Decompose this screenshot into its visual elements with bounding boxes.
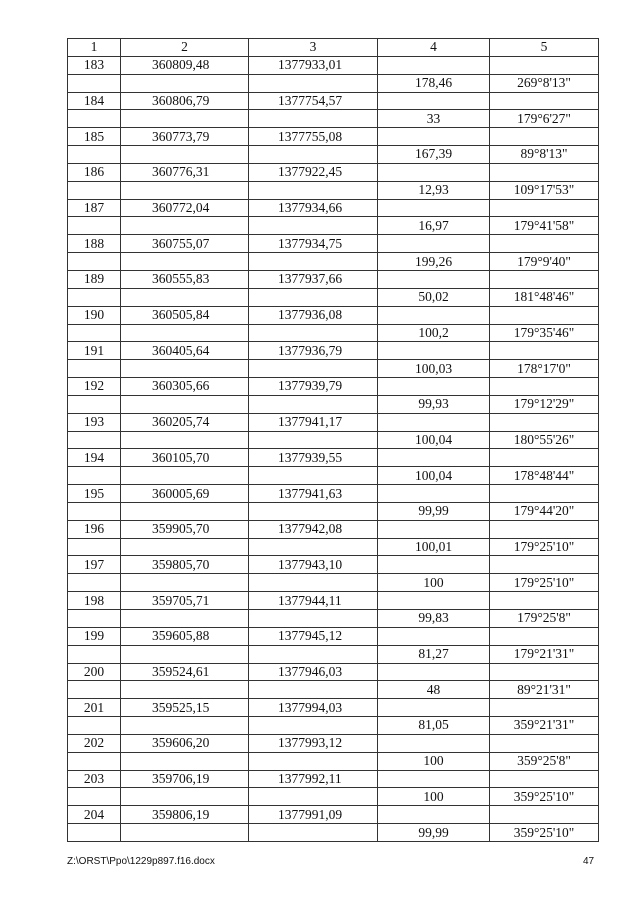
y-coordinate-cell: 1377922,45	[249, 163, 378, 181]
empty-cell	[378, 306, 490, 324]
point-number-cell: 197	[68, 556, 121, 574]
distance-cell: 100,01	[378, 538, 490, 556]
y-coordinate-cell: 1377994,03	[249, 699, 378, 717]
x-coordinate-cell: 360806,79	[121, 92, 249, 110]
empty-cell	[68, 645, 121, 663]
column-header: 5	[490, 39, 599, 57]
empty-cell	[121, 645, 249, 663]
empty-cell	[249, 681, 378, 699]
empty-cell	[378, 56, 490, 74]
empty-cell	[68, 288, 121, 306]
x-coordinate-cell: 359525,15	[121, 699, 249, 717]
angle-cell: 179°25'10"	[490, 574, 599, 592]
y-coordinate-cell: 1377991,09	[249, 806, 378, 824]
empty-cell	[249, 824, 378, 842]
point-number-cell: 204	[68, 806, 121, 824]
distance-cell: 100	[378, 574, 490, 592]
column-header: 1	[68, 39, 121, 57]
empty-cell	[249, 788, 378, 806]
point-number-cell: 190	[68, 306, 121, 324]
empty-cell	[378, 378, 490, 396]
empty-cell	[68, 360, 121, 378]
empty-cell	[121, 681, 249, 699]
x-coordinate-cell: 360773,79	[121, 128, 249, 146]
segment-row	[68, 395, 599, 413]
y-coordinate-cell: 1377944,11	[249, 592, 378, 610]
segment-row	[68, 110, 599, 128]
empty-cell	[249, 645, 378, 663]
empty-cell	[121, 360, 249, 378]
empty-cell	[68, 324, 121, 342]
point-number-cell: 195	[68, 485, 121, 503]
empty-cell	[249, 395, 378, 413]
segment-row	[68, 467, 599, 485]
empty-cell	[490, 199, 599, 217]
point-row	[68, 520, 599, 538]
distance-cell: 100,04	[378, 431, 490, 449]
point-row	[68, 734, 599, 752]
distance-cell: 99,83	[378, 610, 490, 628]
empty-cell	[490, 556, 599, 574]
segment-row	[68, 146, 599, 164]
y-coordinate-cell: 1377945,12	[249, 627, 378, 645]
empty-cell	[249, 610, 378, 628]
empty-cell	[490, 520, 599, 538]
empty-cell	[249, 752, 378, 770]
column-header: 4	[378, 39, 490, 57]
y-coordinate-cell: 1377992,11	[249, 770, 378, 788]
angle-cell: 89°21'31"	[490, 681, 599, 699]
empty-cell	[68, 467, 121, 485]
angle-cell: 179°6'27"	[490, 110, 599, 128]
point-row	[68, 663, 599, 681]
empty-cell	[121, 788, 249, 806]
distance-cell: 33	[378, 110, 490, 128]
segment-row	[68, 538, 599, 556]
distance-cell: 48	[378, 681, 490, 699]
x-coordinate-cell: 360776,31	[121, 163, 249, 181]
angle-cell: 180°55'26"	[490, 431, 599, 449]
x-coordinate-cell: 359524,61	[121, 663, 249, 681]
empty-cell	[249, 538, 378, 556]
empty-cell	[121, 610, 249, 628]
empty-cell	[68, 431, 121, 449]
point-row	[68, 485, 599, 503]
point-number-cell: 194	[68, 449, 121, 467]
distance-cell: 100	[378, 788, 490, 806]
angle-cell: 109°17'53"	[490, 181, 599, 199]
x-coordinate-cell: 360005,69	[121, 485, 249, 503]
empty-cell	[121, 110, 249, 128]
empty-cell	[121, 752, 249, 770]
column-header: 2	[121, 39, 249, 57]
point-number-cell: 199	[68, 627, 121, 645]
y-coordinate-cell: 1377936,79	[249, 342, 378, 360]
point-row	[68, 163, 599, 181]
empty-cell	[68, 110, 121, 128]
empty-cell	[68, 538, 121, 556]
empty-cell	[378, 449, 490, 467]
empty-cell	[121, 717, 249, 735]
empty-cell	[249, 360, 378, 378]
angle-cell: 179°21'31"	[490, 645, 599, 663]
empty-cell	[68, 146, 121, 164]
empty-cell	[68, 217, 121, 235]
distance-cell: 100,04	[378, 467, 490, 485]
segment-row	[68, 788, 599, 806]
point-number-cell: 189	[68, 270, 121, 288]
distance-cell: 99,99	[378, 502, 490, 520]
point-number-cell: 184	[68, 92, 121, 110]
point-row	[68, 592, 599, 610]
empty-cell	[68, 181, 121, 199]
angle-cell: 179°25'10"	[490, 538, 599, 556]
empty-cell	[490, 449, 599, 467]
angle-cell: 179°41'58"	[490, 217, 599, 235]
point-row	[68, 199, 599, 217]
empty-cell	[249, 574, 378, 592]
angle-cell: 179°35'46"	[490, 324, 599, 342]
empty-cell	[490, 342, 599, 360]
angle-cell: 181°48'46"	[490, 288, 599, 306]
angle-cell: 359°25'10"	[490, 788, 599, 806]
empty-cell	[121, 502, 249, 520]
segment-row	[68, 681, 599, 699]
point-row	[68, 770, 599, 788]
distance-cell: 99,99	[378, 824, 490, 842]
empty-cell	[490, 235, 599, 253]
point-row	[68, 92, 599, 110]
y-coordinate-cell: 1377941,63	[249, 485, 378, 503]
empty-cell	[490, 734, 599, 752]
empty-cell	[249, 324, 378, 342]
segment-row	[68, 217, 599, 235]
empty-cell	[121, 146, 249, 164]
empty-cell	[490, 770, 599, 788]
empty-cell	[249, 717, 378, 735]
y-coordinate-cell: 1377754,57	[249, 92, 378, 110]
empty-cell	[378, 592, 490, 610]
distance-cell: 16,97	[378, 217, 490, 235]
distance-cell: 167,39	[378, 146, 490, 164]
distance-cell: 100,03	[378, 360, 490, 378]
angle-cell: 179°12'29"	[490, 395, 599, 413]
point-row	[68, 378, 599, 396]
empty-cell	[249, 181, 378, 199]
segment-row	[68, 288, 599, 306]
distance-cell: 100,2	[378, 324, 490, 342]
empty-cell	[121, 431, 249, 449]
empty-cell	[378, 699, 490, 717]
empty-cell	[378, 270, 490, 288]
empty-cell	[378, 235, 490, 253]
empty-cell	[68, 574, 121, 592]
point-number-cell: 200	[68, 663, 121, 681]
segment-row	[68, 431, 599, 449]
empty-cell	[121, 824, 249, 842]
y-coordinate-cell: 1377936,08	[249, 306, 378, 324]
segment-row	[68, 502, 599, 520]
empty-cell	[249, 502, 378, 520]
angle-cell: 178°48'44"	[490, 467, 599, 485]
x-coordinate-cell: 359605,88	[121, 627, 249, 645]
point-row	[68, 556, 599, 574]
empty-cell	[378, 199, 490, 217]
point-row	[68, 128, 599, 146]
x-coordinate-cell: 360505,84	[121, 306, 249, 324]
point-number-cell: 203	[68, 770, 121, 788]
y-coordinate-cell: 1377933,01	[249, 56, 378, 74]
empty-cell	[490, 699, 599, 717]
segment-row	[68, 645, 599, 663]
x-coordinate-cell: 360809,48	[121, 56, 249, 74]
empty-cell	[490, 56, 599, 74]
coordinates-table-body	[68, 39, 599, 842]
y-coordinate-cell: 1377934,66	[249, 199, 378, 217]
footer-file-path: Z:\ORST\Ppo\1229p897.f16.docx	[67, 856, 215, 867]
y-coordinate-cell: 1377946,03	[249, 663, 378, 681]
point-number-cell: 192	[68, 378, 121, 396]
empty-cell	[121, 538, 249, 556]
empty-cell	[378, 734, 490, 752]
angle-cell: 269°8'13"	[490, 74, 599, 92]
table-header-row	[68, 39, 599, 57]
distance-cell: 199,26	[378, 253, 490, 271]
empty-cell	[378, 163, 490, 181]
column-header: 3	[249, 39, 378, 57]
distance-cell: 50,02	[378, 288, 490, 306]
distance-cell: 99,93	[378, 395, 490, 413]
point-row	[68, 627, 599, 645]
x-coordinate-cell: 359706,19	[121, 770, 249, 788]
point-number-cell: 201	[68, 699, 121, 717]
empty-cell	[490, 270, 599, 288]
x-coordinate-cell: 360755,07	[121, 235, 249, 253]
empty-cell	[378, 627, 490, 645]
point-row	[68, 270, 599, 288]
empty-cell	[490, 627, 599, 645]
point-row	[68, 235, 599, 253]
point-number-cell: 187	[68, 199, 121, 217]
x-coordinate-cell: 359806,19	[121, 806, 249, 824]
point-row	[68, 699, 599, 717]
empty-cell	[490, 306, 599, 324]
empty-cell	[378, 556, 490, 574]
point-row	[68, 806, 599, 824]
y-coordinate-cell: 1377934,75	[249, 235, 378, 253]
angle-cell: 179°44'20"	[490, 502, 599, 520]
empty-cell	[68, 824, 121, 842]
empty-cell	[121, 288, 249, 306]
empty-cell	[121, 74, 249, 92]
segment-row	[68, 324, 599, 342]
empty-cell	[68, 502, 121, 520]
empty-cell	[249, 431, 378, 449]
y-coordinate-cell: 1377939,79	[249, 378, 378, 396]
empty-cell	[490, 806, 599, 824]
angle-cell: 89°8'13"	[490, 146, 599, 164]
y-coordinate-cell: 1377993,12	[249, 734, 378, 752]
x-coordinate-cell: 360305,66	[121, 378, 249, 396]
empty-cell	[249, 467, 378, 485]
segment-row	[68, 74, 599, 92]
distance-cell: 100	[378, 752, 490, 770]
point-row	[68, 449, 599, 467]
angle-cell: 359°25'10"	[490, 824, 599, 842]
segment-row	[68, 610, 599, 628]
empty-cell	[121, 181, 249, 199]
empty-cell	[378, 663, 490, 681]
empty-cell	[121, 324, 249, 342]
empty-cell	[68, 74, 121, 92]
empty-cell	[68, 610, 121, 628]
point-number-cell: 191	[68, 342, 121, 360]
point-number-cell: 202	[68, 734, 121, 752]
y-coordinate-cell: 1377942,08	[249, 520, 378, 538]
point-number-cell: 186	[68, 163, 121, 181]
point-number-cell: 188	[68, 235, 121, 253]
footer-page-number: 47	[583, 856, 595, 867]
point-number-cell: 183	[68, 56, 121, 74]
y-coordinate-cell: 1377943,10	[249, 556, 378, 574]
empty-cell	[378, 342, 490, 360]
point-number-cell: 193	[68, 413, 121, 431]
y-coordinate-cell: 1377937,66	[249, 270, 378, 288]
empty-cell	[378, 413, 490, 431]
empty-cell	[121, 467, 249, 485]
empty-cell	[121, 574, 249, 592]
empty-cell	[249, 74, 378, 92]
x-coordinate-cell: 360405,64	[121, 342, 249, 360]
point-row	[68, 306, 599, 324]
segment-row	[68, 574, 599, 592]
empty-cell	[68, 253, 121, 271]
angle-cell: 359°21'31"	[490, 717, 599, 735]
empty-cell	[490, 413, 599, 431]
distance-cell: 178,46	[378, 74, 490, 92]
empty-cell	[121, 217, 249, 235]
empty-cell	[249, 146, 378, 164]
y-coordinate-cell: 1377939,55	[249, 449, 378, 467]
segment-row	[68, 181, 599, 199]
x-coordinate-cell: 359705,71	[121, 592, 249, 610]
empty-cell	[490, 128, 599, 146]
empty-cell	[490, 592, 599, 610]
y-coordinate-cell: 1377941,17	[249, 413, 378, 431]
point-row	[68, 56, 599, 74]
x-coordinate-cell: 360555,83	[121, 270, 249, 288]
empty-cell	[490, 663, 599, 681]
point-number-cell: 185	[68, 128, 121, 146]
angle-cell: 179°25'8"	[490, 610, 599, 628]
empty-cell	[249, 253, 378, 271]
empty-cell	[249, 288, 378, 306]
empty-cell	[490, 163, 599, 181]
segment-row	[68, 824, 599, 842]
empty-cell	[378, 520, 490, 538]
coordinates-table	[67, 38, 599, 842]
empty-cell	[490, 485, 599, 503]
distance-cell: 12,93	[378, 181, 490, 199]
empty-cell	[490, 92, 599, 110]
segment-row	[68, 752, 599, 770]
segment-row	[68, 360, 599, 378]
angle-cell: 179°9'40"	[490, 253, 599, 271]
x-coordinate-cell: 359905,70	[121, 520, 249, 538]
x-coordinate-cell: 360105,70	[121, 449, 249, 467]
x-coordinate-cell: 360205,74	[121, 413, 249, 431]
empty-cell	[378, 485, 490, 503]
point-number-cell: 198	[68, 592, 121, 610]
empty-cell	[121, 253, 249, 271]
x-coordinate-cell: 359805,70	[121, 556, 249, 574]
empty-cell	[121, 395, 249, 413]
empty-cell	[249, 110, 378, 128]
angle-cell: 359°25'8"	[490, 752, 599, 770]
segment-row	[68, 717, 599, 735]
empty-cell	[68, 717, 121, 735]
empty-cell	[378, 770, 490, 788]
x-coordinate-cell: 359606,20	[121, 734, 249, 752]
angle-cell: 178°17'0"	[490, 360, 599, 378]
segment-row	[68, 253, 599, 271]
empty-cell	[68, 681, 121, 699]
distance-cell: 81,27	[378, 645, 490, 663]
empty-cell	[249, 217, 378, 235]
empty-cell	[68, 395, 121, 413]
point-number-cell: 196	[68, 520, 121, 538]
point-row	[68, 413, 599, 431]
empty-cell	[68, 752, 121, 770]
y-coordinate-cell: 1377755,08	[249, 128, 378, 146]
point-row	[68, 342, 599, 360]
empty-cell	[490, 378, 599, 396]
empty-cell	[378, 92, 490, 110]
distance-cell: 81,05	[378, 717, 490, 735]
x-coordinate-cell: 360772,04	[121, 199, 249, 217]
empty-cell	[68, 788, 121, 806]
empty-cell	[378, 128, 490, 146]
empty-cell	[378, 806, 490, 824]
